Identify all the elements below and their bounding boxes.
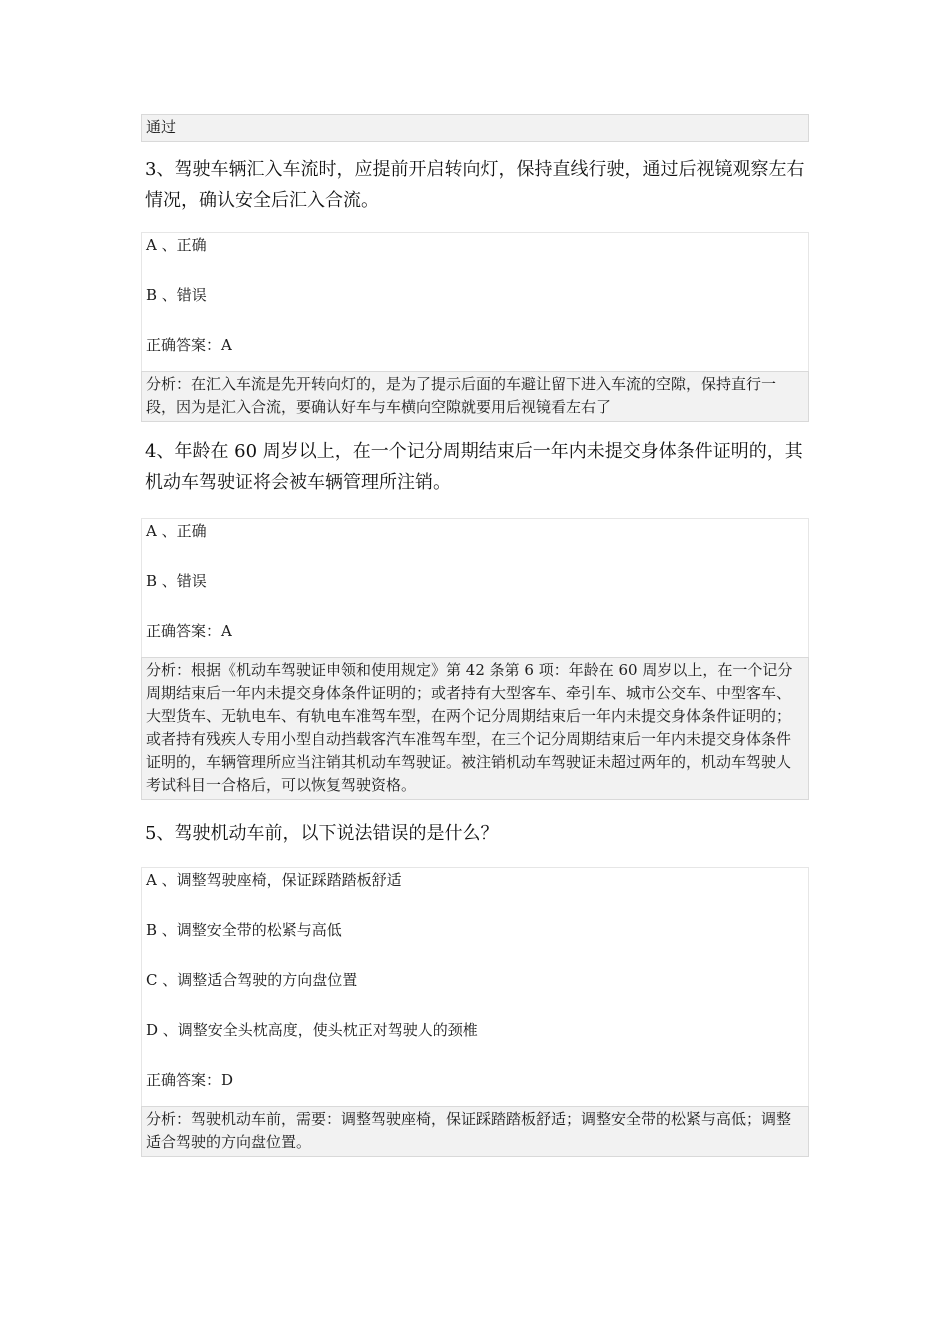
document-page bbox=[141, 114, 809, 1157]
correct-answer: 正确答案：A bbox=[146, 622, 232, 640]
question-text: 3、驾驶车辆汇入车流时，应提前开启转向灯，保持直线行驶，通过后视镜观察左右情况，确认安全后汇入合流。 bbox=[145, 159, 805, 211]
options-box bbox=[141, 232, 809, 371]
analysis-box bbox=[141, 1106, 809, 1157]
analysis-box bbox=[141, 657, 809, 800]
option-a: A 、调整驾驶座椅，保证踩踏踏板舒适 bbox=[146, 871, 402, 889]
question-block-4 bbox=[141, 436, 809, 800]
options-box bbox=[141, 867, 809, 1106]
correct-answer: 正确答案：D bbox=[146, 1071, 234, 1089]
option-c: C 、调整适合驾驶的方向盘位置 bbox=[146, 971, 358, 989]
analysis-text: 通过 bbox=[146, 118, 177, 136]
analysis-box-prev bbox=[141, 114, 809, 142]
question-block-5 bbox=[141, 818, 809, 1157]
analysis-text: 分析：驾驶机动车前，需要：调整驾驶座椅，保证踩踏踏板舒适；调整安全带的松紧与高低；调整适合驾驶的方向盘位置。 bbox=[146, 1110, 792, 1151]
option-a: A 、正确 bbox=[146, 236, 207, 254]
option-b: B 、错误 bbox=[146, 286, 207, 304]
analysis-text: 分析：在汇入车流是先开转向灯的，是为了提示后面的车避让留下进入车流的空隙，保持直行一段，因为是汇入合流，要确认好车与车横向空隙就要用后视镜看左右了 bbox=[146, 375, 777, 416]
option-a: A 、正确 bbox=[146, 522, 207, 540]
options-box bbox=[141, 518, 809, 657]
option-b: B 、调整安全带的松紧与高低 bbox=[146, 921, 342, 939]
question-block-3 bbox=[141, 154, 809, 422]
question-text: 5、驾驶机动车前，以下说法错误的是什么？ bbox=[145, 823, 499, 844]
analysis-text: 分析：根据《机动车驾驶证申领和使用规定》第 42 条第 6 项：年龄在 60 周岁以上，在一个记分周期结束后一年内未提交身体条件证明的；或者持有大型客车、牵引车、城市公交车、中型客车、大型货车、无轨电车、有轨电车准驾车型，在两个记分周期结束后一年内未提交身体条件证明的；或者持有残疾人专用小型自动挡载客汽车准驾车型，在三个记分周期结束后一年内未提交身体条件证明的，车辆管理所应当注销其机动车驾驶证。被注销机动车驾驶证未超过两年的，机动车驾驶人考试科目一合格后，可以恢复驾驶资格。 bbox=[146, 661, 793, 794]
correct-answer: 正确答案：A bbox=[146, 336, 232, 354]
option-b: B 、错误 bbox=[146, 572, 207, 590]
option-d: D 、调整安全头枕高度，使头枕正对驾驶人的颈椎 bbox=[146, 1021, 478, 1039]
analysis-box bbox=[141, 371, 809, 422]
question-text: 4、年龄在 60 周岁以上，在一个记分周期结束后一年内未提交身体条件证明的，其机动车驾驶证将会被车辆管理所注销。 bbox=[145, 441, 803, 493]
